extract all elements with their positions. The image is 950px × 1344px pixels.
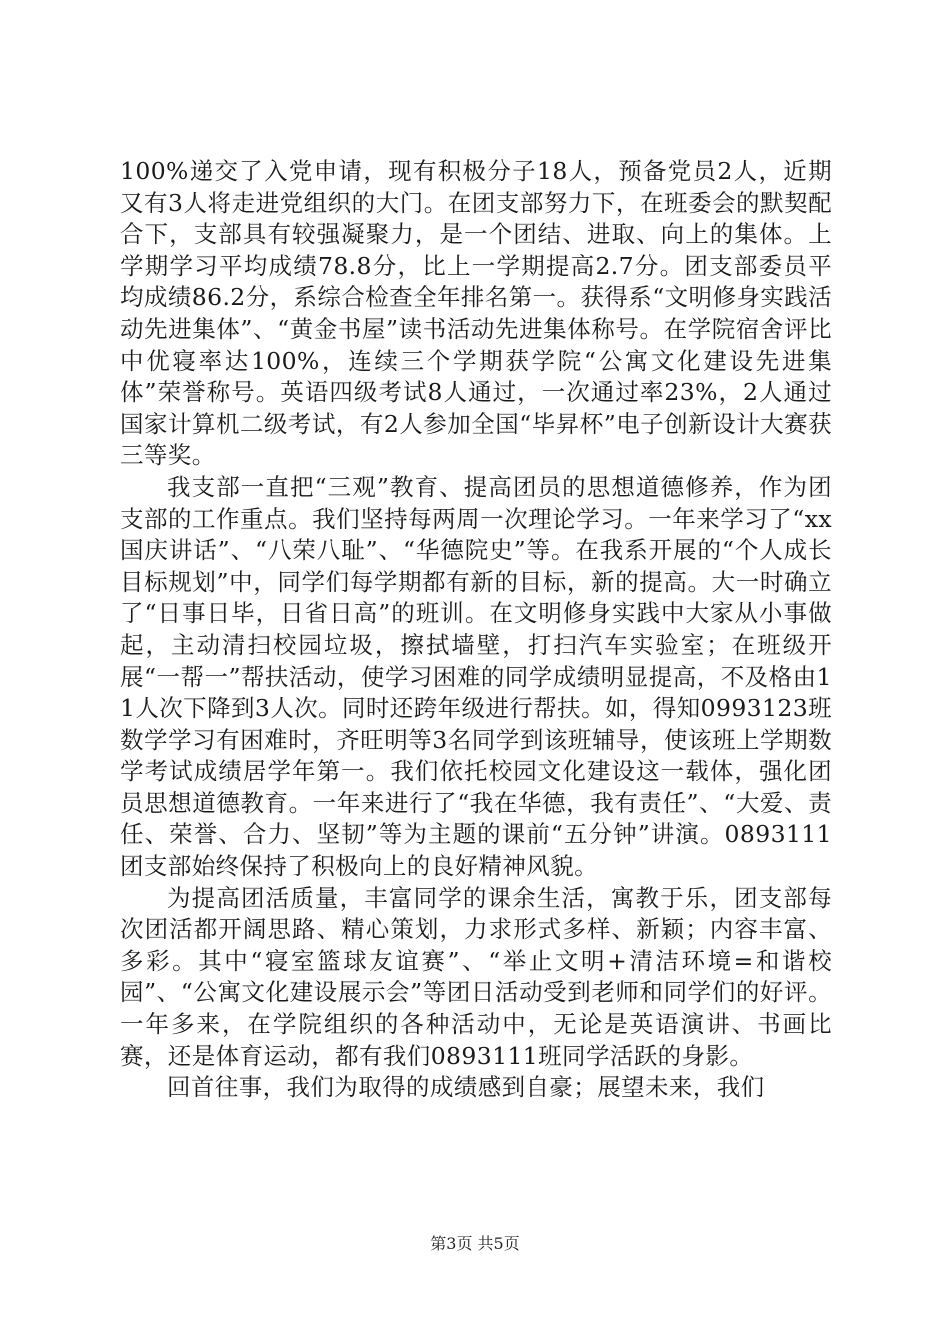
paragraph-2: 我支部一直把“三观”教育、提高团员的思想道德修养，作为团支部的工作重点。我们坚持每两周一次理论学习。一年来学习了“xx国庆讲话”、“八荣八耻”、“华德院史”等。在我系开展的“个人成长目标规划”中，同学们每学期都有新的目标，新的提高。大一时确立了“日事日毕，日省日高”的班训。在文明修身实践中大家从小事做起，主动清扫校园垃圾，擦拭墙壁，打扫汽车实验室；在班级开展“一帮一”帮扶活动，使学习困难的同学成绩明显提高，不及格由11人次下降到3人次。同时还跨年级进行帮扶。如，得知0993123班数学学习有困难时，齐旺明等3名同学到该班辅导，使该班上学期数学考试成绩居学年第一。我们依托校园文化建设这一载体，强化团员思想道德教育。一年来进行了“我在华德，我有责任”、“大爱、责任、荣誉、合力、坚韧”等为主题的课前“五分钟”讲演。0893111团支部始终保持了积极向上的良好精神风貌。	[120, 472, 832, 881]
paragraph-1: 100%递交了入党申请，现有积极分子18人，预备党员2人，近期又有3人将走进党组织的大门。在团支部努力下，在班委会的默契配合下，支部具有较强凝聚力，是一个团结、进取、向上的集体。上学期学习平均成绩78.8分，比上一学期提高2.7分。团支部委员平均成绩86.2分，系综合检查全年排名第一。获得系“文明修身实践活动先进集体”、“黄金书屋”读书活动先进集体称号。在学院宿舍评比中优寝率达100%，连续三个学期获学院“公寓文化建设先进集体”荣誉称号。英语四级考试8人通过，一次通过率23%，2人通过国家计算机二级考试，有2人参加全国“毕昇杯”电子创新设计大赛获三等奖。	[120, 157, 832, 470]
paragraph-4: 回首往事，我们为取得的成绩感到自豪；展望未来，我们	[167, 1073, 765, 1102]
page-footer: 第3页 共5页	[430, 1234, 520, 1253]
document-body	[120, 156, 832, 1104]
paragraph-3: 为提高团活质量，丰富同学的课余生活，寓教于乐，团支部每次团活都开阔思路、精心策划，力求形式多样、新颖；内容丰富、多彩。其中“寝室篮球友谊赛”、“举止文明+清洁环境=和谐校园”、“公寓文化建设展示会”等团日活动受到老师和同学们的好评。一年多来，在学院组织的各种活动中，无论是英语演讲、书画比赛，还是体育运动，都有我们0893111班同学活跃的身影。	[120, 883, 832, 1070]
